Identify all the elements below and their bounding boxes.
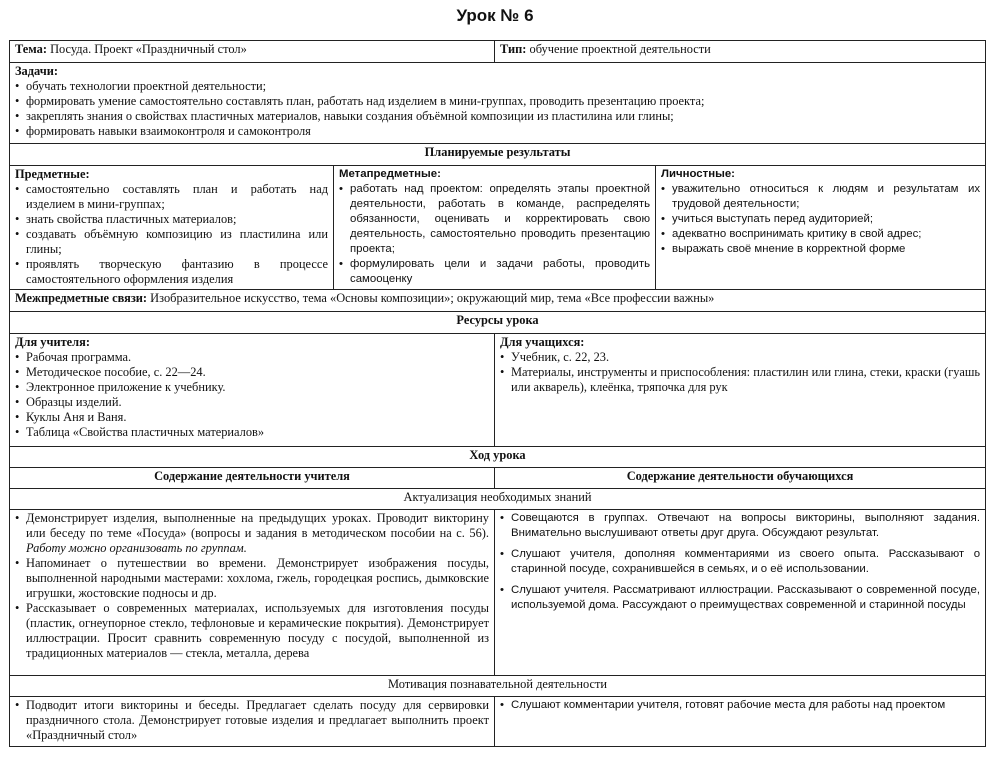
stage1-students-cell [495,510,986,676]
personal-results-label: Личностные: [661,168,735,180]
teacher-resources-label: Для учителя: [15,335,90,349]
list-item: • формулировать цели и задачи работы, проводить самооценку [339,257,650,287]
list-item: • Рабочая программа. [15,350,489,365]
list-item: • обучать технологии проектной деятельности; [15,79,980,94]
list-item: • Подводит итоги викторины и беседы. Предлагает сделать посуду для сервировки праздничного стола. Демонстрирует готовые изделия и предлагает выполнить проект «Праздничный стол» [15,698,489,743]
list-item: • уважительно относиться к людям и результатам их трудовой деятельности; [661,182,980,212]
subject-results-cell [10,166,334,290]
tasks-label: Задачи: [15,64,58,78]
meta-results-list [339,182,650,287]
student-resources-label: Для учащихся: [500,335,585,349]
list-item [15,556,489,601]
theme-cell [10,41,495,63]
theme-value: Посуда. Проект «Праздничный стол» [50,42,247,56]
stage1-teacher-cell [10,510,495,676]
list-item: • закреплять знания о свойствах пластичных материалов, навыки создания объёмной композиции из пластилина или глины; [15,109,980,124]
personal-results-cell [656,166,986,290]
list-item: • Таблица «Свойства пластичных материалов» [15,425,489,440]
list-item: • Методическое пособие, с. 22—24. [15,365,489,380]
list-item: • создавать объёмную композицию из пластилина или глины; [15,227,328,257]
teacher-resources-cell [10,334,495,447]
list-item: • Слушают учителя. Рассматривают иллюстрации. Рассказывают о современной посуде, используемой дома. Рассуждают о преимуществах современной и старинной посуды [500,583,980,613]
list-item: • проявлять творческую фантазию в процессе самостоятельного оформления изделия [15,257,328,287]
resources-header: Ресурсы урока [10,312,986,334]
list-item: • выражать своё мнение в корректной форме [661,242,980,257]
student-activity-column-header: Содержание деятельности обучающихся [495,468,986,489]
subject-results-label: Предметные: [15,167,90,181]
stage1-teacher-list [15,511,489,661]
list-item: • учиться выступать перед аудиторией; [661,212,980,227]
stage2-students-cell [495,697,986,747]
list-item: • Совещаются в группах. Отвечают на вопросы викторины, выполняют задания. Внимательно выслушивают ответы друг друга. Обсуждают результат. [500,511,980,541]
meta-results-label: Метапредметные: [339,168,441,180]
stage-title: Мотивация познавательной деятельности [10,676,986,697]
list-item-note: Работу можно организовать по группам. [26,541,247,555]
list-item: • формировать навыки взаимоконтроля и самоконтроля [15,124,980,139]
stage2-students-list [500,698,980,713]
stage-title: Актуализация необходимых знаний [10,489,986,510]
meta-results-cell [334,166,656,290]
lesson-plan-table [9,40,986,747]
teacher-activity-column-header: Содержание деятельности учителя [10,468,495,489]
list-item: • Образцы изделий. [15,395,489,410]
list-item: • Материалы, инструменты и приспособления: пластилин или глина, стеки, краски (гуашь или акварель), клеёнка, тряпочка для рук [500,365,980,395]
list-item: • адекватно воспринимать критику в свой адрес; [661,227,980,242]
list-item-text: Демонстрирует изделия, выполненные на предыдущих уроках. Проводит викторину или беседу по теме «Посуда» (вопросы и задания в методическом пособии на с. 56). [26,511,490,540]
interdisciplinary-label: Межпредметные связи: [15,291,148,305]
list-item-text: Напоминает о путешествии во времени. Демонстрирует изображения посуды, выполненной народными мастерами: хохлома, гжель, городецкая роспись, дымковские игрушки, жостовские подносы и др. [26,556,490,600]
list-item: • Учебник, с. 22, 23. [500,350,980,365]
type-label: Тип: [500,42,527,56]
list-item: • Слушают комментарии учителя, готовят рабочие места для работы над проектом [500,698,980,713]
list-item: • Слушают учителя, дополняя комментариями из своего опыта. Рассказывают о старинной посуде, сохранившейся в семьях, и о её использовании. [500,547,980,577]
tasks-cell [10,63,986,144]
teacher-resources-list [15,350,489,440]
subject-results-list [15,182,328,287]
list-item: • самостоятельно составлять план и работать над изделием в мини-группах; [15,182,328,212]
student-resources-list [500,350,980,395]
stage2-teacher-cell [10,697,495,747]
list-item: • формировать умение самостоятельно составлять план, работать над изделием в мини-группах, проводить презентацию проекта; [15,94,980,109]
type-cell [495,41,986,63]
personal-results-list [661,182,980,257]
stage2-teacher-list [15,698,489,743]
interdisciplinary-value: Изобразительное искусство, тема «Основы композиции»; окружающий мир, тема «Все профессии важны» [150,291,715,305]
list-item: • Электронное приложение к учебнику. [15,380,489,395]
lesson-title: Урок № 6 [456,6,534,25]
lesson-flow-header: Ход урока [10,447,986,468]
list-item: • знать свойства пластичных материалов; [15,212,328,227]
tasks-list [15,79,980,139]
type-value: обучение проектной деятельности [529,42,711,56]
theme-label: Тема: [15,42,47,56]
student-resources-cell [495,334,986,447]
stage1-students-list [500,511,980,613]
planned-results-header: Планируемые результаты [10,144,986,166]
interdisciplinary-cell [10,290,986,312]
list-item: • работать над проектом: определять этапы проектной деятельности, работать в команде, распределять обязанности, оценивать и корректировать свою деятельность, самостоятельно проводить презентацию проекта; [339,182,650,257]
list-item [15,601,489,661]
list-item: • Куклы Аня и Ваня. [15,410,489,425]
list-item-text: Рассказывает о современных материалах, используемых для изготовления посуды (пластик, огнеупорное стекло, тефлоновые и керамические покрытия). Демонстрирует иллюстрации. Просит сравнить современную посуду с посудой, выполненной из традиционных материалов — стекла, металла, дерева [26,601,490,660]
list-item [15,511,489,556]
